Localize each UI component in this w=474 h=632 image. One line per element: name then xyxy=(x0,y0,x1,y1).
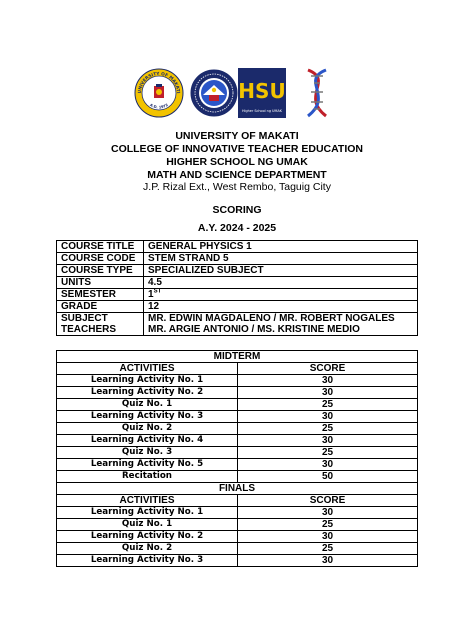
midterm-title: MIDTERM xyxy=(57,351,418,363)
section-header-row xyxy=(57,351,418,363)
column-header-row xyxy=(57,363,418,375)
col-activities: ACTIVITIES xyxy=(57,363,238,375)
row-label: COURSE TYPE xyxy=(57,265,144,277)
college-seal-icon xyxy=(189,68,239,118)
teachers-label-line1: SUBJECT xyxy=(61,313,108,324)
table-row xyxy=(57,435,418,447)
activity-cell: Quiz No. 2 xyxy=(57,543,238,555)
section-header-row xyxy=(57,483,418,495)
score-cell: 30 xyxy=(238,555,418,567)
row-label: COURSE TITLE xyxy=(57,241,144,253)
umak-seal-text: UNIVERSITY OF MAKATI xyxy=(137,71,181,94)
scoring-table xyxy=(56,350,418,567)
score-cell: 25 xyxy=(238,399,418,411)
teachers-line1: MR. EDWIN MAGDALENO / MR. ROBERT NOGALES xyxy=(148,313,395,324)
table-row xyxy=(57,543,418,555)
doc-title: SCORING xyxy=(212,204,262,216)
table-row xyxy=(57,423,418,435)
activity-cell: Quiz No. 1 xyxy=(57,519,238,531)
table-row xyxy=(57,301,418,313)
dna-icon xyxy=(294,68,340,118)
row-value: 4.5 xyxy=(144,277,418,289)
academic-year: A.Y. 2024 - 2025 xyxy=(197,222,277,234)
col-score: SCORE xyxy=(238,363,418,375)
activity-cell: Learning Activity No. 2 xyxy=(57,387,238,399)
hsu-logo-subtext: Higher School ng UMAK xyxy=(241,109,283,113)
table-row xyxy=(57,411,418,423)
table-row xyxy=(57,447,418,459)
score-cell: 25 xyxy=(238,519,418,531)
semester-suffix: ST xyxy=(153,288,162,295)
score-cell: 30 xyxy=(238,507,418,519)
table-row xyxy=(57,399,418,411)
activity-cell: Recitation xyxy=(57,471,238,483)
logo-row xyxy=(134,68,340,118)
score-cell: 30 xyxy=(238,387,418,399)
activity-cell: Quiz No. 3 xyxy=(57,447,238,459)
table-row xyxy=(57,507,418,519)
activity-cell: Learning Activity No. 3 xyxy=(57,411,238,423)
teachers-label-line2: TEACHERS xyxy=(61,324,117,335)
table-row xyxy=(57,313,418,336)
activity-cell: Learning Activity No. 1 xyxy=(57,507,238,519)
teachers-value xyxy=(144,313,418,336)
activity-cell: Learning Activity No. 3 xyxy=(57,555,238,567)
row-label: GRADE xyxy=(57,301,144,313)
university-name: UNIVERSITY OF MAKATI xyxy=(175,130,299,142)
score-cell: 30 xyxy=(238,435,418,447)
row-label: UNITS xyxy=(57,277,144,289)
row-value xyxy=(144,289,418,301)
course-info-table xyxy=(56,240,418,336)
score-cell: 25 xyxy=(238,543,418,555)
row-value: SPECIALIZED SUBJECT xyxy=(144,265,418,277)
umak-seal-icon xyxy=(134,68,184,118)
activity-cell: Quiz No. 1 xyxy=(57,399,238,411)
score-cell: 30 xyxy=(238,459,418,471)
score-cell: 30 xyxy=(238,531,418,543)
col-activities: ACTIVITIES xyxy=(57,495,238,507)
activity-cell: Learning Activity No. 5 xyxy=(57,459,238,471)
column-header-row xyxy=(57,495,418,507)
table-row xyxy=(57,387,418,399)
umak-seal-year: A.D. 1972 xyxy=(149,102,169,110)
activity-cell: Quiz No. 2 xyxy=(57,423,238,435)
table-row xyxy=(57,531,418,543)
table-row xyxy=(57,253,418,265)
row-value: STEM STRAND 5 xyxy=(144,253,418,265)
table-row xyxy=(57,241,418,253)
activity-cell: Learning Activity No. 1 xyxy=(57,375,238,387)
activity-cell: Learning Activity No. 4 xyxy=(57,435,238,447)
table-row xyxy=(57,555,418,567)
address: J.P. Rizal Ext., West Rembo, Taguig City xyxy=(143,181,331,193)
row-label: COURSE CODE xyxy=(57,253,144,265)
teachers-line2: MR. ARGIE ANTONIO / MS. KRISTINE MEDIO xyxy=(148,324,360,335)
table-row xyxy=(57,471,418,483)
department-name: MATH AND SCIENCE DEPARTMENT xyxy=(147,169,327,181)
score-cell: 50 xyxy=(238,471,418,483)
row-value: GENERAL PHYSICS 1 xyxy=(144,241,418,253)
score-cell: 30 xyxy=(238,375,418,387)
teachers-label xyxy=(57,313,144,336)
table-row xyxy=(57,289,418,301)
hsu-logo-icon xyxy=(238,68,286,118)
table-row xyxy=(57,519,418,531)
school-name: HIGHER SCHOOL NG UMAK xyxy=(166,156,308,168)
activity-cell: Learning Activity No. 2 xyxy=(57,531,238,543)
table-row xyxy=(57,459,418,471)
score-cell: 30 xyxy=(238,411,418,423)
college-name: COLLEGE OF INNOVATIVE TEACHER EDUCATION xyxy=(110,143,363,155)
row-value: 12 xyxy=(144,301,418,313)
score-cell: 25 xyxy=(238,447,418,459)
score-cell: 25 xyxy=(238,423,418,435)
semester-value: 1 xyxy=(148,289,154,300)
table-row xyxy=(57,277,418,289)
table-row xyxy=(57,265,418,277)
row-label: SEMESTER xyxy=(57,289,144,301)
finals-title: FINALS xyxy=(57,483,418,495)
table-row xyxy=(57,375,418,387)
col-score: SCORE xyxy=(238,495,418,507)
hsu-logo-text: HSU xyxy=(238,79,286,103)
